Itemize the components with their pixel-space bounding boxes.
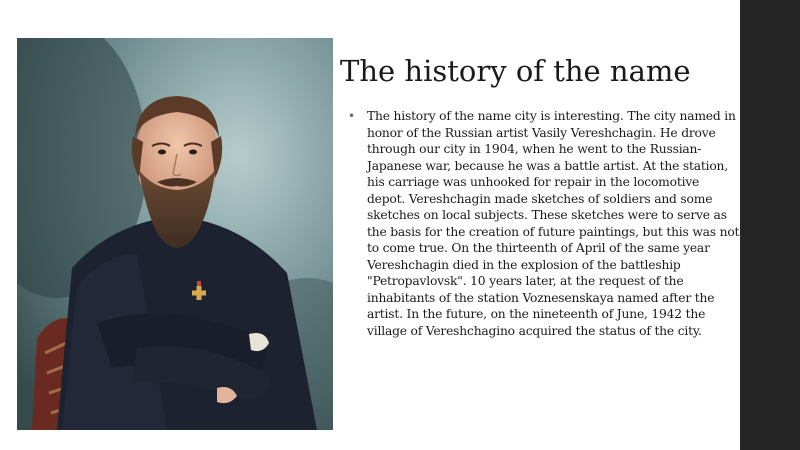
body-bullet-list — [348, 108, 740, 339]
portrait-illustration — [17, 38, 333, 430]
portrait-photo — [17, 38, 333, 430]
slide-title: The history of the name — [340, 54, 691, 88]
bullet-dot: • — [348, 109, 356, 123]
slide-accent-bar — [740, 0, 800, 450]
body-paragraph: The history of the name city is interesting. The city named in honor of the Russian artist Vasily Vereshchagin. He drove through our city in 1904, when he went to the Russian-Japanese war, because he was a battle artist. At the station, his carriage was unhooked for repair in the locomotive depot. Vereshchagin made sketches of soldiers and some sketches on local subjects. These sketches were to serve as the basis for the creation of future paintings, but this was not to come true. On the thirteenth of April of the same year Vereshchagin died in the explosion of the battleship "Petropavlovsk". 10 years later, at the request of the inhabitants of the station Voznesenskaya named after the artist. In the future, on the nineteenth of June, 1942 the village of Vereshchagino acquired the status of the city. — [367, 109, 740, 338]
list-item — [348, 108, 740, 339]
